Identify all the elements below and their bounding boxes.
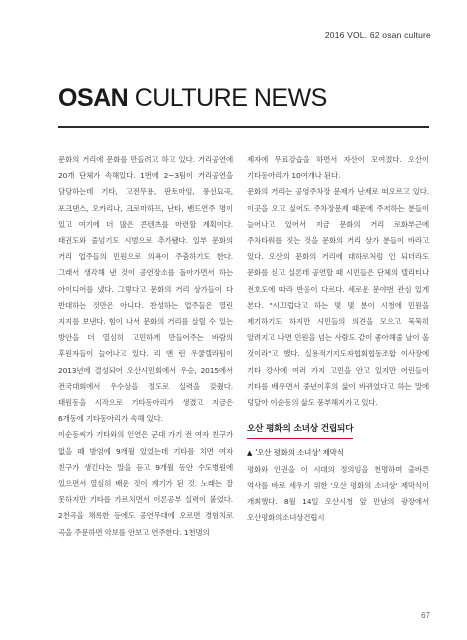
section-title-bold: OSAN (58, 84, 129, 112)
issue-volume: VOL. 62 (347, 30, 380, 40)
left-column (58, 152, 233, 541)
section-title (58, 84, 327, 113)
right-paragraph-1: 제자에 무료강습을 하면서 자산이 모여졌다. 오산이 기타동아리가 10여개나 된다. (247, 155, 429, 181)
issue-year: 2016 (324, 30, 345, 40)
article-subheading: 오산 평화의 소녀상 건립되다 (247, 421, 353, 439)
title-rule (58, 126, 429, 128)
right-paragraph-3: 평화와 인권을 이 시대의 정의임을 천명하며 출바른 역사를 바로 세우기 위한 '오산 평화의 소녀상' 제막식이 개최했다. 8월 14일 오산시청 앞 만남의 광장에서 오산평화의소녀상건립시 (247, 464, 429, 523)
photo-caption-text: '오산 평화의 소녀상' 제막식 (255, 448, 344, 458)
issue-publication: osan culture (382, 30, 431, 40)
right-column (247, 152, 429, 526)
page-number: 67 (421, 611, 430, 620)
section-title-rest: CULTURE NEWS (134, 84, 327, 112)
right-paragraph-2: 문화의 거리는 공영주차장 문제가 난제로 떠오르고 있다. 이곳을 오고 싶어도 주차장문제 때문에 주저하는 분들이 늘어나고 있어서 지금 문화의 거리 로화부근에 주차타워를 짓는 것을 문화의 거리 상가 분들이 바라고 있다. 오산의 문화의 거리에 대하로처럼 인 되더라도 문화를 싣고 실론데 공연할 때 시민들은 단체의 텔리티나 전호도에 따라 반응이 다르다. 세로운 문야번 관심 있게 본다. "시끄럽다고 하는 몇 몇 분이 시청에 민원을 제기하기도 하지만 시민들의 의견을 모으고 묵묵히 알려지고 나면 민원을 넘는 사람도 같이 좋아해줄 날이 올 것이라"고 했다. 실용적기지도자협회협동조합 이사장에 기타 강사에 여러 가지 고민을 안고 있지만 어린들이 기타를 배우면서 중년이후의 삶이 바뀌었다고 하는 말에 덩달아 이순동의 삶도 풍부해지가고 있다. (247, 187, 429, 408)
photo-caption (247, 445, 429, 461)
issue-header (325, 30, 431, 40)
left-paragraph-1: 문화의 거리에 문화를 만들려고 하고 있다. 거리공연에 20개 단체가 속해있다. 1번에 2~3팀이 거리공연을 담당하는데 기타, 고전무용, 판토마임, 풍선묘곡, 포크댄스, 오카리나, 크로마하프, 난타, 밴드연주 명이 있고 여기에 더 많은 콘텐츠를 마련할 계획이다. 태권도와 줄넘기도 시범으로 추가됐다. 일부 문화의 거리 업주들의 민원으로 의욕이 주춤하기도 한다. 그래서 생각해 낸 것이 공연장소를 돌아가면서 하는 아이디어를 냈다. 그렇다고 문화의 거리 상가들이 다 반대하는 것만은 아니다. 찬성하는 업주들은 열린 지지를 보낸다. 힘이 나서 문화의 거리를 살릴 수 있는 방안을 더 열심히 고민하게 만들어주는 바람의 후원자들이 늘어나고 있다. 리 앤 런 우쿨렐라팀이 2013년에 결성되어 오산시민회에서 우승, 2015에서 전국대회에서 우수상을 정도로 실력을 갖췄다. 태원동을 시작으로 기타동아리가 생겼고 지금은 6개동에 기타동아리가 속해 있다. (58, 155, 233, 424)
left-paragraph-2: 이순동씨가 기타와의 인연은 군대 가기 전 여자 친구가 없을 때 밤엄에 9개월 있었는데 기타를 치면 여자 친구가 생긴다는 말을 듣고 9개월 동안 수도병원에 있으면서 열심히 배운 것이 계기가 된 것. 노래는 잘 못하지만 기타를 가르치면서 이론공부 실력이 붙었다. 2천곡을 채록한 등에도 공연무대에 오르면 경험치로 곡을 주문하면 악보를 안보고 연주한다. 1천명의 (58, 430, 233, 537)
triangle-icon: ▲ (247, 449, 253, 458)
